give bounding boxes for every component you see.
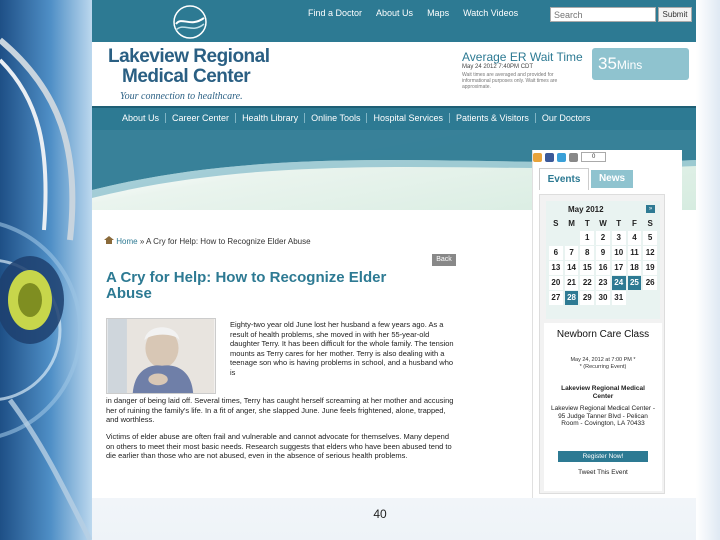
calendar-day[interactable]: 5: [643, 231, 657, 245]
calendar-day[interactable]: 24: [612, 276, 626, 290]
nav-about-us[interactable]: About Us: [122, 113, 160, 123]
calendar-weekday: T: [616, 219, 622, 228]
elderly-woman-photo: [106, 318, 216, 394]
calendar-day[interactable]: 31: [612, 291, 626, 305]
home-icon: [104, 236, 114, 244]
search-input[interactable]: [550, 7, 656, 22]
logo-tagline: Your connection to healthcare.: [120, 91, 243, 102]
calendar-day[interactable]: 22: [580, 276, 594, 290]
calendar-day[interactable]: 30: [596, 291, 610, 305]
calendar-day[interactable]: 17: [612, 261, 626, 275]
website-screenshot: [92, 0, 696, 498]
calendar-day[interactable]: 13: [549, 261, 563, 275]
logo-name-line1[interactable]: Lakeview Regional: [108, 46, 270, 67]
search-submit-button[interactable]: Submit: [658, 7, 692, 22]
calendar-day[interactable]: 6: [549, 246, 563, 260]
calendar-day: [628, 291, 642, 305]
calendar-day[interactable]: 2: [596, 231, 610, 245]
share-count: 0: [581, 152, 606, 162]
event-location: Lakeview Regional Medical Center - 95 Judge Tanner Blvd - Pelican Room - Covington, LA 70433: [550, 405, 656, 427]
tab-events[interactable]: Events: [539, 168, 589, 190]
breadcrumb: [104, 236, 311, 246]
calendar-grid: [548, 217, 658, 305]
article-title: A Cry for Help: How to Recognize Elder Abuse: [106, 269, 387, 302]
top-link-about-us[interactable]: About Us: [376, 8, 414, 18]
er-wait-value: 35: [598, 54, 617, 73]
top-links: [308, 8, 518, 22]
logo-name-line2[interactable]: Medical Center: [122, 66, 251, 87]
calendar: [546, 201, 660, 319]
share-add-icon[interactable]: [533, 153, 542, 162]
calendar-weekday: S: [553, 219, 559, 228]
events-panel: [539, 194, 665, 494]
er-wait-note: Wait times are averaged and provided for informational purposes only. Wait times are approximate.: [462, 72, 558, 90]
calendar-day[interactable]: 27: [549, 291, 563, 305]
calendar-weekday: W: [599, 219, 607, 228]
calendar-weekday: S: [647, 219, 653, 228]
event-date: May 24, 2012 at 7:00 PM *: [570, 357, 636, 363]
calendar-day[interactable]: 20: [549, 276, 563, 290]
calendar-next-button[interactable]: »: [646, 205, 655, 213]
site-header: [92, 42, 696, 106]
wave-logo-icon: [170, 4, 210, 40]
event-details: [544, 323, 662, 491]
er-wait-box: [592, 48, 689, 80]
top-link-watch-videos[interactable]: Watch Videos: [463, 8, 519, 18]
event-recurring-note: * (Recurring Event): [579, 364, 627, 370]
calendar-day[interactable]: 29: [580, 291, 594, 305]
calendar-day[interactable]: 19: [643, 261, 657, 275]
er-wait-title: Average ER Wait Time: [462, 50, 583, 64]
calendar-day[interactable]: 9: [596, 246, 610, 260]
nav-career-center[interactable]: Career Center: [165, 113, 235, 123]
breadcrumb-home-link[interactable]: Home: [116, 237, 138, 246]
calendar-month: May 2012: [568, 205, 604, 214]
article-paragraph-1: Eighty-two year old June lost her husband a few years ago. As a result of health problems, she moved in with her 55-year-old daughter Terry. It has been difficult for the whole family. The tension mounts as Terry cares for her mother. Terry is also dealing with a teenage son who is having problems in school, and a husband who is: [230, 320, 454, 377]
calendar-day[interactable]: 11: [628, 246, 642, 260]
register-now-button[interactable]: Register Now!: [558, 451, 648, 462]
calendar-day[interactable]: 21: [565, 276, 579, 290]
breadcrumb-current: A Cry for Help: How to Recognize Elder Abuse: [146, 237, 311, 246]
er-wait-unit: Mins: [616, 58, 643, 72]
calendar-day[interactable]: 28: [565, 291, 579, 305]
calendar-day[interactable]: 26: [643, 276, 657, 290]
calendar-day[interactable]: 10: [612, 246, 626, 260]
breadcrumb-separator: »: [139, 237, 145, 246]
stethoscope-decoration: [0, 0, 92, 540]
calendar-day[interactable]: 3: [612, 231, 626, 245]
top-link-maps[interactable]: Maps: [427, 8, 450, 18]
calendar-day[interactable]: 14: [565, 261, 579, 275]
tab-news[interactable]: News: [591, 170, 633, 188]
calendar-day[interactable]: 8: [580, 246, 594, 260]
nav-online-tools[interactable]: Online Tools: [304, 113, 366, 123]
calendar-day[interactable]: 15: [580, 261, 594, 275]
calendar-day[interactable]: 25: [628, 276, 642, 290]
calendar-day[interactable]: 12: [643, 246, 657, 260]
calendar-day: [643, 291, 657, 305]
twitter-icon[interactable]: [557, 153, 566, 162]
article-paragraph-1-continued: in danger of being laid off. Several times, Terry has caught herself screaming at her mother and accusing her of ruining the family's life. In a fit of anger, she slapped June. June feels frightened, alone, trapped, and worthless.: [106, 396, 454, 425]
calendar-day[interactable]: 23: [596, 276, 610, 290]
share-bar: [533, 152, 606, 162]
calendar-day[interactable]: 18: [628, 261, 642, 275]
slide-number: 40: [373, 507, 387, 521]
calendar-day[interactable]: 16: [596, 261, 610, 275]
email-icon[interactable]: [569, 153, 578, 162]
er-wait-date: May 24 2012 7:40PM CDT: [462, 64, 534, 70]
calendar-day: [565, 231, 579, 245]
calendar-weekday: M: [568, 219, 575, 228]
slide-right-edge: [696, 0, 720, 540]
main-nav: [92, 106, 696, 130]
event-title[interactable]: Newborn Care Class: [556, 329, 650, 340]
nav-health-library[interactable]: Health Library: [235, 113, 304, 123]
calendar-day[interactable]: 7: [565, 246, 579, 260]
calendar-day: [549, 231, 563, 245]
sidebar: [532, 150, 682, 498]
event-organization: Lakeview Regional Medical Center: [561, 385, 645, 400]
nav-hospital-services[interactable]: Hospital Services: [366, 113, 449, 123]
tweet-event-link[interactable]: Tweet This Event: [578, 469, 628, 476]
facebook-icon[interactable]: [545, 153, 554, 162]
calendar-weekday: T: [584, 219, 590, 228]
calendar-day[interactable]: 1: [580, 231, 594, 245]
article-paragraph-2: Victims of elder abuse are often frail and vulnerable and cannot advocate for themselves. Many depend on others to meet their most basic needs. Research suggests that elders who have been abused tend to die earlier than those who are not abused, even in the absence of serious health problems.: [106, 432, 452, 461]
top-link-find-doctor[interactable]: Find a Doctor: [308, 8, 363, 18]
nav-patients-visitors[interactable]: Patients & Visitors: [449, 113, 535, 123]
calendar-weekday: F: [631, 219, 637, 228]
nav-our-doctors[interactable]: Our Doctors: [535, 113, 597, 123]
back-button[interactable]: Back: [432, 254, 456, 266]
calendar-day[interactable]: 4: [628, 231, 642, 245]
